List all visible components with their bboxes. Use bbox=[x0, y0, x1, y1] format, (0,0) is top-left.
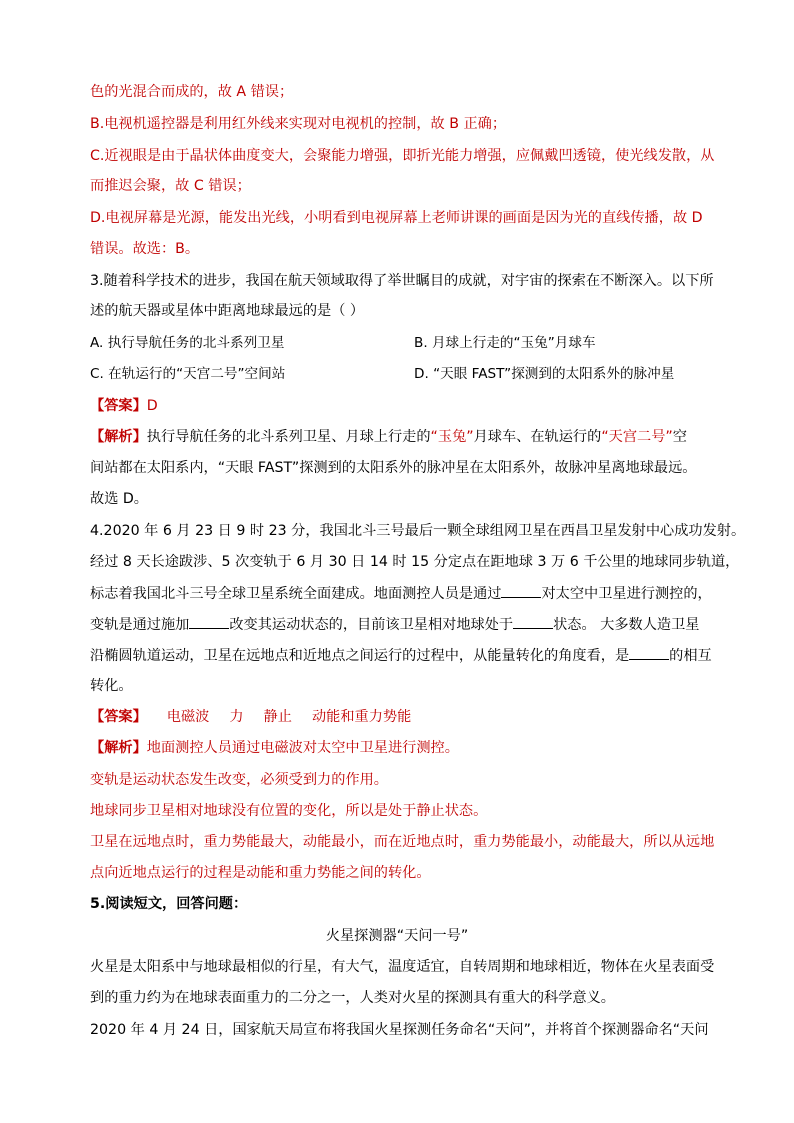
passage-line: 到的重力约为在地球表面重力的二分之一，人类对火星的探测具有重大的科学意义。 bbox=[90, 990, 615, 1006]
option-b: B. 月球上行走的“玉兔”月球车 bbox=[414, 335, 596, 351]
answer-value: 力 bbox=[229, 709, 244, 725]
stem-text: 状态。 大多数人造卫星 bbox=[553, 617, 700, 633]
analysis-line: 地球同步卫星相对地球没有位置的变化，所以是处于静止状态。 bbox=[90, 803, 488, 819]
analysis-text: 月球车、在轨运行的 bbox=[473, 429, 602, 445]
analysis-text: 空 bbox=[672, 429, 687, 445]
question-4-stem bbox=[90, 583, 710, 604]
analysis-text: 地面测控人员通过电磁波对太空中卫星进行测控。 bbox=[146, 740, 459, 756]
stem-text: 的相互 bbox=[669, 648, 712, 664]
analysis-highlight: “天宫二号” bbox=[601, 429, 673, 445]
answer-value: 电磁波 bbox=[166, 709, 210, 725]
answer-value: 动能和重力势能 bbox=[311, 709, 412, 725]
analysis-line bbox=[90, 427, 710, 447]
stem-text: 标志着我国北斗三号全球卫星系统全面建成。地面测控人员是通过 bbox=[90, 586, 502, 602]
analysis-line: 间站都在太阳系内，“天眼 FAST”探测到的太阳系外的脉冲星在太阳系外，故脉冲星离地球最远。 bbox=[90, 460, 697, 476]
analysis-line: 点向近地点运行的过程是动能和重力势能之间的转化。 bbox=[90, 865, 431, 881]
question-3-stem: 3.随着科学技术的进步，我国在航天领域取得了举世瞩目的成就，对宇宙的探索在不断深入。以下所 bbox=[90, 273, 714, 289]
analysis-line: 而推迟会聚，故 C 错误； bbox=[90, 178, 251, 194]
analysis-tag: 【解析】 bbox=[90, 740, 147, 756]
question-4-stem bbox=[90, 645, 710, 666]
stem-text: 改变其运动状态的，目前该卫星相对地球处于 bbox=[229, 617, 514, 633]
analysis-line bbox=[90, 738, 710, 758]
analysis-line: C.近视眼是由于晶状体曲度变大，会聚能力增强，即折光能力增强，应佩戴凹透镜，使光线发散，从 bbox=[90, 148, 715, 164]
passage-title: 火星探测器“天问一号” bbox=[325, 928, 469, 944]
question-4-stem: 转化。 bbox=[90, 678, 133, 694]
analysis-line: 故选 D。 bbox=[90, 491, 148, 507]
passage-line: 火星是太阳系中与地球最相似的行星，有大气，温度适宜，自转周期和地球相近，物体在火星表面受 bbox=[90, 959, 715, 975]
analysis-line: 错误。故选：B。 bbox=[90, 241, 200, 257]
analysis-line: 变轨是运动状态发生改变，必须受到力的作用。 bbox=[90, 772, 388, 788]
option-d: D. “天眼 FAST”探测到的太阳系外的脉冲星 bbox=[414, 366, 675, 382]
fill-blank bbox=[629, 645, 669, 660]
option-c: C. 在轨运行的“天宫二号”空间站 bbox=[90, 366, 286, 382]
analysis-text: 执行导航任务的北斗系列卫星、月球上行走的 bbox=[146, 429, 431, 445]
analysis-tag: 【解析】 bbox=[90, 429, 147, 445]
answer-tag: 【答案】 bbox=[90, 709, 147, 725]
fill-blank bbox=[189, 614, 229, 629]
analysis-line: D.电视屏幕是光源，能发出光线，小明看到电视屏幕上老师讲课的画面是因为光的直线传播，故 D bbox=[90, 210, 703, 226]
question-4-stem: 经过 8 天长途跋涉、5 次变轨于 6 月 30 日 14 时 15 分定点在距地球 3 万 6 千公里的地球同步轨道， bbox=[90, 554, 740, 570]
stem-text: 变轨是通过施加 bbox=[90, 617, 190, 633]
fill-blank bbox=[513, 614, 553, 629]
option-a: A. 执行导航任务的北斗系列卫星 bbox=[90, 335, 285, 351]
passage-line: 2020 年 4 月 24 日，国家航天局宣布将我国火星探测任务命名“天问”，并将首个探测器命名“天问 bbox=[90, 1022, 709, 1038]
question-4-stem bbox=[90, 614, 710, 635]
question-5-stem: 5.阅读短文，回答问题： bbox=[90, 896, 248, 912]
answer-value: D bbox=[146, 398, 158, 414]
answer-line bbox=[90, 396, 710, 416]
fill-blank bbox=[501, 583, 541, 598]
analysis-line: 卫星在远地点时，重力势能最大，动能最小，而在近地点时，重力势能最小，动能最大，所以从远地 bbox=[90, 834, 715, 850]
question-3-stem: 述的航天器或星体中距离地球最远的是（ ） bbox=[90, 303, 365, 319]
answer-value: 静止 bbox=[263, 709, 292, 725]
answer-line bbox=[90, 707, 710, 727]
analysis-highlight: “玉兔” bbox=[430, 429, 474, 445]
analysis-line: B.电视机遥控器是利用红外线来实现对电视机的控制，故 B 正确； bbox=[90, 116, 507, 132]
stem-text: 沿椭圆轨道运动，卫星在远地点和近地点之间运行的过程中，从能量转化的角度看，是 bbox=[90, 648, 630, 664]
question-4-stem: 4.2020 年 6 月 23 日 9 时 23 分，我国北斗三号最后一颗全球组网卫星在西昌卫星发射中心成功发射。 bbox=[90, 523, 746, 539]
analysis-line: 色的光混合而成的，故 A 错误； bbox=[90, 84, 294, 100]
stem-text: 对太空中卫星进行测控的， bbox=[541, 586, 712, 602]
answer-tag: 【答案】 bbox=[90, 398, 147, 414]
